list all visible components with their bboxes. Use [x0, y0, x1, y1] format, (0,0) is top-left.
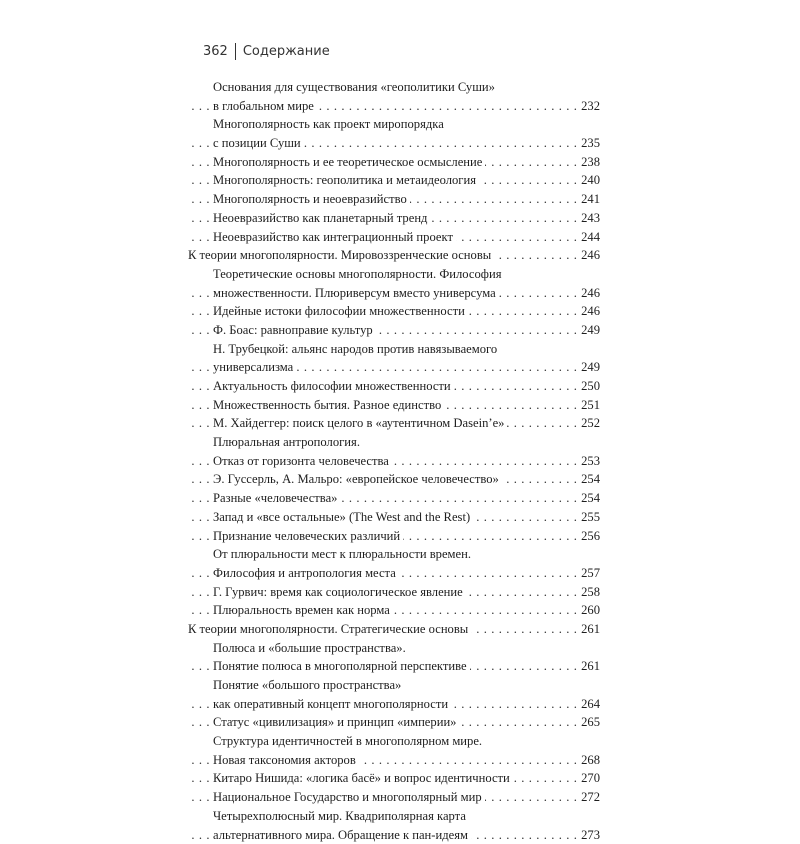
toc-entry-title: Многополярность как проект миропорядка [213, 117, 447, 131]
toc-entry [188, 377, 600, 396]
toc-entry [188, 452, 600, 471]
toc-entry-title: множественности. Плюриверсум вместо универсума [213, 286, 499, 300]
toc-entry-title: Статус «цивилизация» и принцип «империи» [213, 715, 459, 729]
toc-entry-title: Полюса и «большие пространства». [213, 641, 409, 655]
toc-entry [188, 470, 600, 489]
page-number: 362 [203, 44, 228, 59]
toc-entry-page-number: 243 [578, 209, 600, 228]
toc-entry [188, 564, 600, 583]
section-title: Содержание [243, 44, 330, 59]
toc-entry [188, 713, 600, 732]
table-of-contents [188, 78, 600, 844]
toc-entry-title: альтернативного мира. Обращение к пан-идеям [213, 828, 471, 842]
toc-entry-page-number: 272 [578, 788, 600, 807]
toc-entry [188, 826, 600, 844]
toc-entry [188, 209, 600, 228]
toc-entry-title: в глобальном мире [213, 99, 317, 113]
header-divider [235, 43, 236, 60]
toc-entry-page-number: 270 [578, 769, 600, 788]
toc-entry-page-number: 252 [578, 414, 600, 433]
toc-entry-title: К теории многополярности. Стратегические основы [188, 622, 471, 636]
toc-entry [188, 302, 600, 321]
toc-entry-title: как оперативный концепт многополярности [213, 697, 451, 711]
toc-entry [188, 97, 600, 116]
toc-entry-page-number: 254 [578, 489, 600, 508]
toc-entry-title: Множественность бытия. Разное единство [213, 398, 444, 412]
toc-entry [188, 321, 600, 340]
toc-entry-title: Плюральность времен как норма [213, 603, 393, 617]
toc-entry [188, 583, 600, 602]
toc-entry [188, 489, 600, 508]
toc-entry [188, 433, 600, 452]
toc-entry-title: Четырехполюсный мир. Квадриполярная карта [213, 809, 469, 823]
toc-entry-title: Плюральная антропология. [213, 435, 363, 449]
toc-entry-title: Многополярность и неоевразийство [213, 192, 410, 206]
toc-entry-title: Основания для существования «геополитики Суши» [213, 80, 498, 94]
toc-entry [188, 527, 600, 546]
toc-entry-title: Актуальность философии множественности [213, 379, 454, 393]
toc-entry-title: Многополярность: геополитика и метаидеология [213, 173, 479, 187]
toc-entry-page-number: 256 [578, 527, 600, 546]
toc-entry [188, 153, 600, 172]
toc-entry-title: Многополярность и ее теоретическое осмысление [213, 155, 485, 169]
toc-entry [188, 115, 600, 134]
toc-entry-title: Понятие полюса в многополярной перспективе [213, 659, 470, 673]
toc-entry [188, 695, 600, 714]
toc-entry [188, 134, 600, 153]
toc-entry-page-number: 232 [578, 97, 600, 116]
toc-entry-page-number: 246 [578, 284, 600, 303]
toc-entry-title: универсализма [213, 360, 296, 374]
toc-entry-title: Н. Трубецкой: альянс народов против навязываемого [213, 342, 500, 356]
toc-entry-title: Признание человеческих различий [213, 529, 403, 543]
toc-entry [188, 228, 600, 247]
toc-entry-page-number: 255 [578, 508, 600, 527]
toc-entry-title: Теоретические основы многополярности. Философия [213, 267, 505, 281]
toc-entry-page-number: 257 [578, 564, 600, 583]
toc-entry-title: Структура идентичностей в многополярном мире. [213, 734, 485, 748]
toc-entry-title: Китаро Нишида: «логика басё» и вопрос идентичности [213, 771, 513, 785]
toc-entry-title: Ф. Боас: равноправие культур [213, 323, 376, 337]
running-head [203, 40, 330, 62]
toc-entry-title: Философия и антропология места [213, 566, 399, 580]
toc-entry-page-number: 253 [578, 452, 600, 471]
toc-entry-page-number: 250 [578, 377, 600, 396]
toc-entry-page-number: 249 [578, 358, 600, 377]
toc-entry [188, 601, 600, 620]
toc-entry-page-number: 246 [578, 246, 600, 265]
toc-entry-page-number: 240 [578, 171, 600, 190]
toc-entry [188, 676, 600, 695]
toc-entry [188, 508, 600, 527]
toc-entry-title: К теории многополярности. Мировоззренческие основы [188, 248, 494, 262]
toc-entry-title: От плюральности мест к плюральности времен. [213, 547, 474, 561]
toc-entry-page-number: 264 [578, 695, 600, 714]
toc-entry [188, 639, 600, 658]
toc-entry-title: Разные «человечества» [213, 491, 340, 505]
toc-entry-page-number: 265 [578, 713, 600, 732]
toc-entry-page-number: 268 [578, 751, 600, 770]
toc-entry-page-number: 251 [578, 396, 600, 415]
toc-entry-title: Новая таксономия акторов [213, 753, 359, 767]
toc-entry-title: Понятие «большого пространства» [213, 678, 404, 692]
toc-entry-page-number: 261 [578, 620, 600, 639]
toc-entry-page-number: 258 [578, 583, 600, 602]
toc-entry [188, 358, 600, 377]
toc-entry [188, 657, 600, 676]
toc-entry [188, 284, 600, 303]
toc-entry-page-number: 238 [578, 153, 600, 172]
toc-entry [188, 171, 600, 190]
toc-entry-page-number: 235 [578, 134, 600, 153]
toc-entry [188, 620, 600, 639]
toc-entry-page-number: 260 [578, 601, 600, 620]
toc-entry-title: Неоевразийство как планетарный тренд [213, 211, 430, 225]
toc-entry-title: с позиции Суши [213, 136, 304, 150]
toc-entry [188, 414, 600, 433]
toc-entry [188, 246, 600, 265]
toc-entry-title: Национальное Государство и многополярный мир [213, 790, 485, 804]
toc-entry-page-number: 246 [578, 302, 600, 321]
toc-entry [188, 788, 600, 807]
toc-entry-page-number: 254 [578, 470, 600, 489]
toc-entry-page-number: 244 [578, 228, 600, 247]
toc-entry-title: Идейные истоки философии множественности [213, 304, 468, 318]
toc-entry-title: Отказ от горизонта человечества [213, 454, 392, 468]
toc-entry [188, 396, 600, 415]
toc-entry-page-number: 261 [578, 657, 600, 676]
toc-entry-title: Э. Гуссерль, А. Мальро: «европейское человечество» [213, 472, 502, 486]
toc-entry-page-number: 241 [578, 190, 600, 209]
toc-entry [188, 265, 600, 284]
toc-entry-title: Запад и «все остальные» (The West and the Rest) [213, 510, 473, 524]
toc-entry [188, 751, 600, 770]
toc-entry-page-number: 249 [578, 321, 600, 340]
toc-entry [188, 807, 600, 826]
toc-entry-title: М. Хайдеггер: поиск целого в «аутентичном Dasein’е» [213, 416, 507, 430]
toc-entry-title: Неоевразийство как интеграционный проект [213, 230, 456, 244]
toc-entry [188, 78, 600, 97]
toc-entry [188, 190, 600, 209]
toc-entry-page-number: 273 [578, 826, 600, 844]
toc-entry [188, 340, 600, 359]
toc-entry [188, 732, 600, 751]
toc-entry [188, 769, 600, 788]
toc-entry-title: Г. Гурвич: время как социологическое явление [213, 585, 466, 599]
toc-entry [188, 545, 600, 564]
